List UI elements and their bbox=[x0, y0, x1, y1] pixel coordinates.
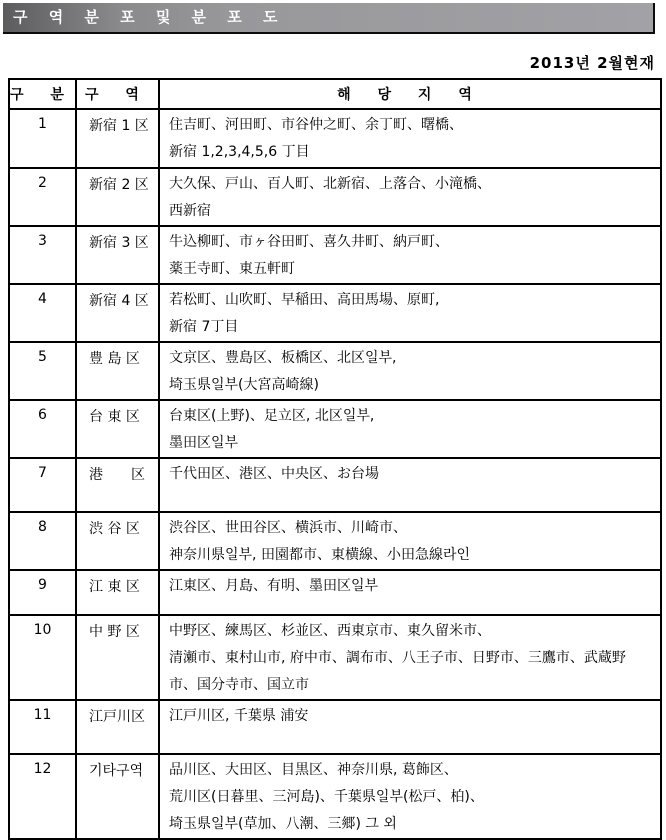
area-line: 文京区、豊島区、板橋区、北区일부, bbox=[169, 350, 397, 366]
area-line: 清瀬市、東村山市, 府中市、調布市、八王子市、日野市、三鷹市、武蔵野 bbox=[169, 650, 626, 666]
row-number: 4 bbox=[9, 284, 76, 342]
area-cell bbox=[159, 754, 661, 839]
area-cell bbox=[159, 109, 661, 168]
table-row bbox=[9, 615, 661, 700]
area-cell bbox=[159, 226, 661, 284]
area-line: 住吉町、河田町、市谷仲之町、余丁町、曙橋、 bbox=[169, 117, 463, 133]
row-number: 9 bbox=[9, 570, 76, 615]
row-number: 1 bbox=[9, 109, 76, 168]
row-number: 7 bbox=[9, 458, 76, 512]
table-header-row bbox=[9, 79, 661, 109]
area-line: 千代田区、港区、中央区、お台場 bbox=[169, 466, 379, 482]
area-line: 西新宿 bbox=[169, 203, 211, 219]
district-name: 港 区 bbox=[76, 458, 159, 512]
table-row bbox=[9, 570, 661, 615]
area-cell bbox=[159, 168, 661, 226]
area-line: 墨田区일부 bbox=[169, 435, 239, 451]
district-name: 新宿 3 区 bbox=[76, 226, 159, 284]
district-name: 台 東 区 bbox=[76, 400, 159, 458]
title-bar bbox=[3, 3, 655, 34]
area-line: 渋谷区、世田谷区、横浜市、川崎市、 bbox=[169, 520, 407, 536]
area-line: 牛込柳町、市ヶ谷田町、喜久井町、納戸町、 bbox=[169, 234, 449, 250]
district-name: 新宿 4 区 bbox=[76, 284, 159, 342]
table-row bbox=[9, 512, 661, 570]
area-line: 埼玉県일부(草加、八潮、三郷) 그 외 bbox=[169, 816, 397, 832]
title-bar-text: 구 역 분 포 및 분 포 도 bbox=[13, 8, 286, 26]
area-line: 新宿 1,2,3,4,5,6 丁目 bbox=[169, 144, 310, 160]
table-row bbox=[9, 400, 661, 458]
area-line: 台東区(上野)、足立区, 北区일부, bbox=[169, 408, 375, 424]
area-line: 神奈川県일부, 田園都市、東横線、小田急線라인 bbox=[169, 547, 470, 563]
row-number: 8 bbox=[9, 512, 76, 570]
table-row bbox=[9, 168, 661, 226]
table-row bbox=[9, 754, 661, 839]
area-line: 市、国分寺市、国立市 bbox=[169, 677, 309, 693]
row-number: 10 bbox=[9, 615, 76, 700]
area-line: 江東区、月島、有明、墨田区일부 bbox=[169, 578, 379, 594]
area-cell bbox=[159, 700, 661, 754]
table-row bbox=[9, 700, 661, 754]
table-row bbox=[9, 342, 661, 400]
district-name: 기타구역 bbox=[76, 754, 159, 839]
area-cell bbox=[159, 570, 661, 615]
area-cell bbox=[159, 615, 661, 700]
header-area: 해 당 지 역 bbox=[159, 79, 661, 109]
area-cell bbox=[159, 512, 661, 570]
district-name: 江戸川区 bbox=[76, 700, 159, 754]
area-line: 埼玉県일부(大宮高崎線) bbox=[169, 377, 319, 393]
table-row bbox=[9, 458, 661, 512]
area-cell bbox=[159, 284, 661, 342]
table-row bbox=[9, 226, 661, 284]
district-name: 新宿 1 区 bbox=[76, 109, 159, 168]
date-label: 2013년 2월현재 bbox=[529, 54, 655, 72]
district-name: 豊 島 区 bbox=[76, 342, 159, 400]
district-name: 江 東 区 bbox=[76, 570, 159, 615]
table-row bbox=[9, 284, 661, 342]
district-table bbox=[8, 78, 662, 840]
header-guyeok: 구 역 bbox=[76, 79, 159, 109]
row-number: 5 bbox=[9, 342, 76, 400]
area-cell bbox=[159, 458, 661, 512]
area-cell bbox=[159, 342, 661, 400]
area-cell bbox=[159, 400, 661, 458]
district-name: 渋 谷 区 bbox=[76, 512, 159, 570]
header-gubun: 구 분 bbox=[9, 79, 76, 109]
area-line: 品川区、大田区、目黒区、神奈川県, 葛飾区、 bbox=[169, 762, 458, 778]
row-number: 6 bbox=[9, 400, 76, 458]
area-line: 荒川区(日暮里、三河島)、千葉県일부(松戸、柏)、 bbox=[169, 789, 484, 805]
table-row bbox=[9, 109, 661, 168]
row-number: 2 bbox=[9, 168, 76, 226]
district-name: 中 野 区 bbox=[76, 615, 159, 700]
district-name: 新宿 2 区 bbox=[76, 168, 159, 226]
area-line: 中野区、練馬区、杉並区、西東京市、東久留米市、 bbox=[169, 623, 491, 639]
area-line: 薬王寺町、東五軒町 bbox=[169, 261, 295, 277]
area-line: 新宿 7丁目 bbox=[169, 319, 239, 335]
row-number: 12 bbox=[9, 754, 76, 839]
area-line: 大久保、戸山、百人町、北新宿、上落合、小滝橋、 bbox=[169, 176, 491, 192]
row-number: 3 bbox=[9, 226, 76, 284]
area-line: 若松町、山吹町、早稲田、高田馬場、原町, bbox=[169, 292, 440, 308]
area-line: 江戸川区, 千葉県 浦安 bbox=[169, 708, 309, 724]
row-number: 11 bbox=[9, 700, 76, 754]
